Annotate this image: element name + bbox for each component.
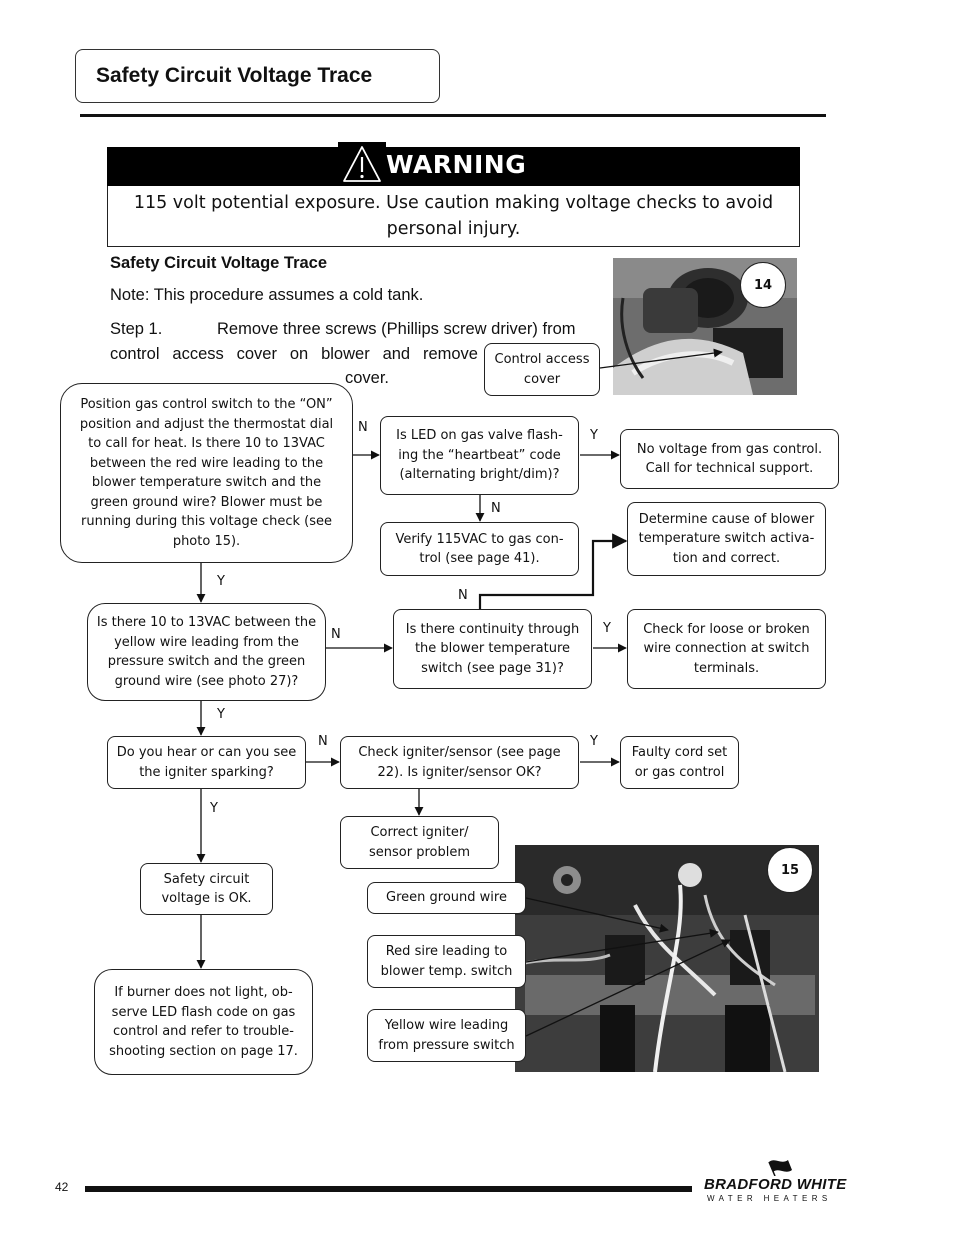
flow-no-voltage-box: No voltage from gas control. Call for technical support.: [620, 429, 839, 489]
flow-verify115-box: Verify 115VAC to gas con-trol (see page 41).: [380, 522, 579, 576]
callout-control-access-cover: Control access cover: [484, 343, 600, 396]
flow-start-box: Position gas control switch to the “ON” position and adjust the thermostat dial to call for heat. Is there 10 to 13VAC between the red wire leading to the blower temperature switch and the green ground wire? Blower must be running during this voltage check (see photo 15).: [60, 383, 353, 563]
flow-ok-box: Safety circuit voltage is OK.: [140, 863, 273, 915]
label-yes: Y: [603, 621, 611, 636]
label-yes: Y: [210, 801, 218, 816]
page-number: 42: [55, 1180, 69, 1194]
label-yes: Y: [590, 734, 598, 749]
flow-yellow-box: Is there 10 to 13VAC between the yellow wire leading from the pressure switch and the green ground wire (see photo 27)?: [87, 603, 326, 701]
label-yes: Y: [590, 428, 598, 443]
brand-logo: BRADFORD WHITE: [704, 1176, 847, 1193]
footer-divider: [85, 1186, 692, 1192]
flow-led-box: Is LED on gas valve flash-ing the “heartbeat” code (alternating bright/dim)?: [380, 416, 579, 495]
photo-15-badge: 15: [767, 847, 813, 893]
callout-yellow-wire: Yellow wire leading from pressure switch: [367, 1009, 526, 1062]
label-no: N: [458, 588, 468, 603]
step-line-2: control access cover on blower and remove: [110, 345, 478, 363]
callout-red-wire: Red sire leading to blower temp. switch: [367, 935, 526, 988]
note-text: Note: This procedure assumes a cold tank.: [110, 286, 424, 304]
step-line-3: cover.: [345, 369, 390, 387]
flow-continuity-box: Is there continuity through the blower temperature switch (see page 31)?: [393, 609, 592, 689]
label-no: N: [491, 501, 501, 516]
photo-14-badge: 14: [740, 262, 786, 308]
warning-heading: WARNING: [386, 150, 527, 179]
step-line-1: Remove three screws (Phillips screw driver) from: [217, 320, 576, 338]
section-heading: Safety Circuit Voltage Trace: [110, 254, 328, 272]
label-yes: Y: [217, 574, 225, 589]
flow-determine-box: Determine cause of blower temperature switch activa-tion and correct.: [627, 502, 826, 576]
label-no: N: [358, 420, 368, 435]
flow-correct-box: Correct igniter/ sensor problem: [340, 816, 499, 869]
flow-faulty-box: Faulty cord set or gas control: [620, 736, 739, 789]
page-title: Safety Circuit Voltage Trace: [75, 49, 440, 103]
label-no: N: [318, 734, 328, 749]
warning-message: 115 volt potential exposure. Use caution making voltage checks to avoid personal injury.: [107, 186, 800, 247]
flow-burner-box: If burner does not light, ob-serve LED flash code on gas control and refer to trouble-shooting section on page 17.: [94, 969, 313, 1075]
callout-green-ground-wire: Green ground wire: [367, 882, 526, 914]
brand-tagline: WATER HEATERS: [707, 1194, 832, 1203]
flow-hear-box: Do you hear or can you see the igniter sparking?: [107, 736, 306, 789]
label-no: N: [331, 627, 341, 642]
flow-loose-box: Check for loose or broken wire connection at switch terminals.: [627, 609, 826, 689]
label-yes: Y: [217, 707, 225, 722]
bradford-white-flag-logo-icon: [766, 1154, 796, 1176]
step-label: Step 1.: [110, 320, 163, 338]
flow-igniter-box: Check igniter/sensor (see page 22). Is igniter/sensor OK?: [340, 736, 579, 789]
